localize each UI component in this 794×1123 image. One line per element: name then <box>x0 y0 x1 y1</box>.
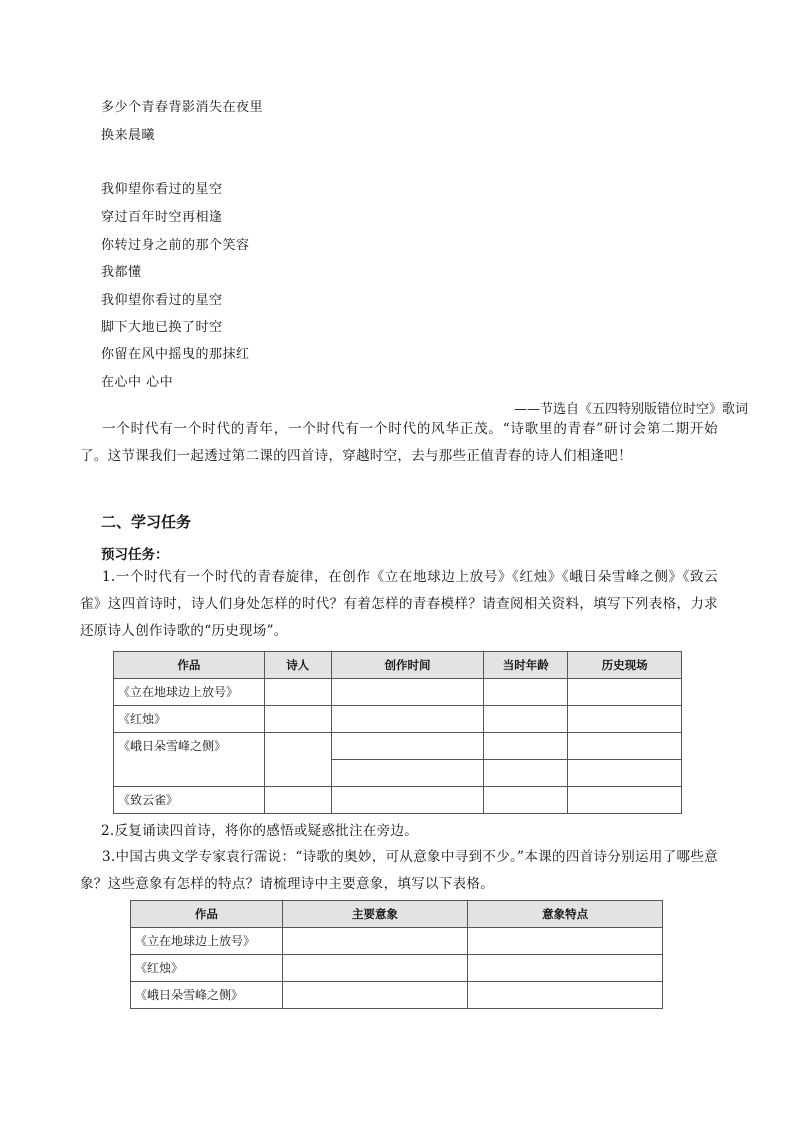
blank-cell[interactable] <box>568 733 682 760</box>
table-header-row <box>131 901 663 928</box>
task-1-text: 1.一个时代有一个时代的青春旋律，在创作《立在地球边上放号》《红烛》《峨日朵雪峰之侧》《致云雀》这四首诗时，诗人们身处怎样的时代？有着怎样的青春模样？请查阅相关资料，填写下列表格，力求还原诗人创作诗歌的“历史现场”。 <box>80 569 718 639</box>
blank-cell[interactable] <box>282 955 468 982</box>
table-row <box>114 679 682 706</box>
col-header: 创作时间 <box>331 652 484 679</box>
lyric-line: 我仰望你看过的星空 <box>101 293 223 308</box>
imagery-table <box>130 900 663 1009</box>
col-header: 作品 <box>114 652 265 679</box>
work-cell: 《峨日朵雪峰之侧》 <box>114 733 265 787</box>
blank-cell[interactable] <box>331 706 484 733</box>
blank-cell[interactable] <box>264 706 331 733</box>
table-row <box>114 787 682 814</box>
intro-paragraph: 一个时代有一个时代的青年，一个时代有一个时代的风华正茂。“诗歌里的青春”研讨会第二期开始了。这节课我们一起透过第二课的四首诗，穿越时空，去与那些正值青春的诗人们相逢吧！ <box>80 421 718 464</box>
lyric-line: 在心中 心中 <box>101 375 174 390</box>
blank-cell[interactable] <box>568 760 682 787</box>
blank-cell[interactable] <box>331 733 484 760</box>
blank-cell[interactable] <box>568 787 682 814</box>
blank-cell[interactable] <box>484 679 568 706</box>
section-heading: 二、学习任务 <box>101 513 192 531</box>
blank-cell[interactable] <box>331 679 484 706</box>
blank-cell[interactable] <box>484 733 568 760</box>
lyric-line: 脚下大地已换了时空 <box>101 320 223 335</box>
lyric-line: 穿过百年时空再相逢 <box>101 210 223 225</box>
blank-cell[interactable] <box>331 787 484 814</box>
work-cell: 《红烛》 <box>114 706 265 733</box>
col-header: 当时年龄 <box>484 652 568 679</box>
blank-cell[interactable] <box>264 733 331 787</box>
blank-cell[interactable] <box>282 982 468 1009</box>
blank-cell[interactable] <box>484 706 568 733</box>
work-cell: 《立在地球边上放号》 <box>131 928 283 955</box>
lyric-line: 多少个青春背影消失在夜里 <box>101 100 264 115</box>
preview-heading: 预习任务： <box>101 547 169 563</box>
blank-cell[interactable] <box>568 706 682 733</box>
work-cell: 《红烛》 <box>131 955 283 982</box>
history-table <box>113 651 682 814</box>
blank-cell[interactable] <box>568 679 682 706</box>
blank-cell[interactable] <box>484 787 568 814</box>
lyric-source: ——节选自《五四特别版错位时空》歌词 <box>513 402 748 417</box>
blank-cell[interactable] <box>468 955 663 982</box>
work-cell: 《立在地球边上放号》 <box>114 679 265 706</box>
blank-cell[interactable] <box>282 928 468 955</box>
table-header-row <box>114 652 682 679</box>
blank-cell[interactable] <box>331 760 484 787</box>
lyric-line: 换来晨曦 <box>101 128 156 143</box>
work-cell: 《峨日朵雪峰之侧》 <box>131 982 283 1009</box>
work-cell: 《致云雀》 <box>114 787 265 814</box>
col-header: 主要意象 <box>282 901 468 928</box>
task-3-text: 3.中国古典文学专家袁行霈说：“诗歌的奥妙，可从意象中寻到不少。”本课的四首诗分别运用了哪些意象？这些意象有怎样的特点？请梳理诗中主要意象，填写以下表格。 <box>80 849 718 892</box>
table-row <box>131 955 663 982</box>
col-header: 历史现场 <box>568 652 682 679</box>
table-row <box>114 706 682 733</box>
table-row <box>114 733 682 760</box>
lyric-line: 我仰望你看过的星空 <box>101 182 223 197</box>
col-header: 作品 <box>131 901 283 928</box>
lyric-line: 你留在风中摇曳的那抹红 <box>101 347 250 362</box>
table-row <box>131 928 663 955</box>
table-row <box>131 982 663 1009</box>
blank-cell[interactable] <box>468 928 663 955</box>
blank-cell[interactable] <box>468 982 663 1009</box>
lyric-line: 我都懂 <box>101 265 142 280</box>
blank-cell[interactable] <box>264 679 331 706</box>
col-header: 诗人 <box>264 652 331 679</box>
blank-cell[interactable] <box>484 760 568 787</box>
col-header: 意象特点 <box>468 901 663 928</box>
lyric-line: 你转过身之前的那个笑容 <box>101 238 250 253</box>
task-2-text: 2.反复诵读四首诗，将你的感悟或疑惑批注在旁边。 <box>101 823 419 839</box>
blank-cell[interactable] <box>264 787 331 814</box>
